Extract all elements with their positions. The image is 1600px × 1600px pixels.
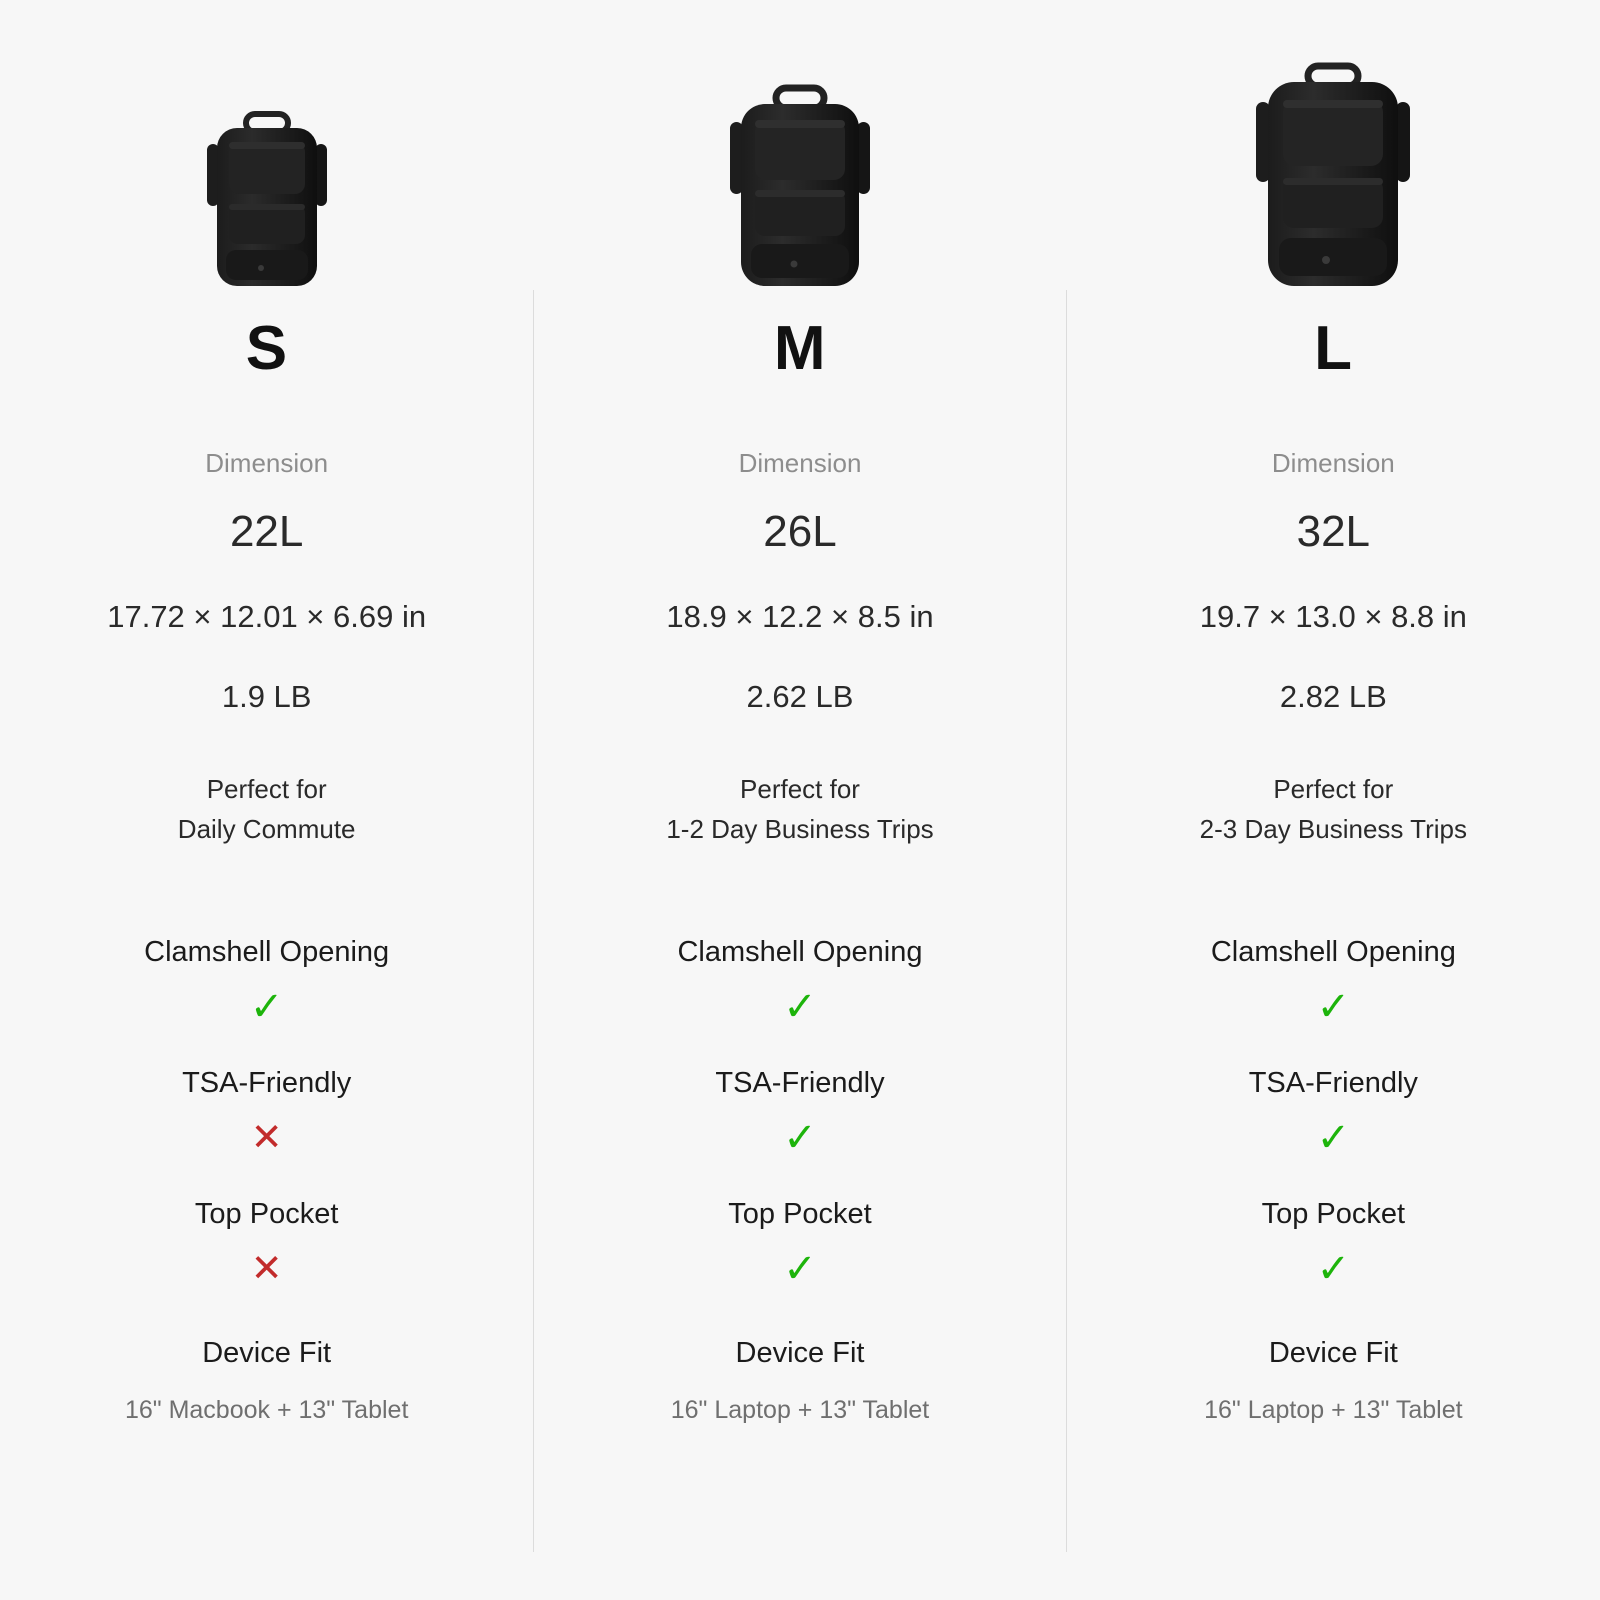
check-glyph: ✓ [249, 984, 284, 1029]
feature-list-l [1085, 936, 1582, 1425]
dimension-label-s: Dimension [205, 448, 329, 478]
feature-label: Top Pocket [194, 1197, 339, 1230]
capacity-value-l: 32L [1296, 507, 1371, 556]
device-fit-value: 16" Laptop + 13" Tablet [670, 1395, 930, 1424]
device-fit-title: Device Fit [1268, 1336, 1398, 1369]
backpack-image-s [193, 108, 341, 290]
feature-clamshell-m [551, 936, 1048, 1029]
cross-icon [251, 1116, 283, 1160]
check-icon [1317, 985, 1351, 1029]
feature-label: Clamshell Opening [144, 935, 390, 968]
dimensions-value-l: 19.7 × 13.0 × 8.8 in [1199, 599, 1467, 634]
check-icon [1317, 1116, 1351, 1160]
perfect-for-s [178, 769, 356, 850]
feature-label: TSA-Friendly [1248, 1066, 1418, 1099]
feature-label: Clamshell Opening [677, 935, 923, 968]
feature-list-m [551, 936, 1048, 1425]
weight-value-s: 1.9 LB [221, 679, 312, 714]
check-icon [783, 1116, 817, 1160]
feature-top-pocket-m [551, 1198, 1048, 1291]
check-icon [783, 1247, 817, 1291]
size-column-l [1067, 0, 1600, 1600]
feature-label: Top Pocket [728, 1197, 872, 1230]
perfect-for-line1-m: Perfect for [740, 774, 860, 804]
bag-image-m-wrap [551, 0, 1048, 290]
feature-label: Clamshell Opening [1210, 935, 1456, 968]
device-fit-l [1204, 1337, 1462, 1425]
feature-clamshell-l [1085, 936, 1582, 1029]
feature-top-pocket-s [18, 1198, 515, 1291]
size-letter-l: L [1314, 314, 1353, 383]
perfect-for-line1-s: Perfect for [206, 774, 327, 804]
device-fit-s [125, 1337, 408, 1425]
device-fit-value: 16" Macbook + 13" Tablet [124, 1395, 409, 1424]
feature-top-pocket-l [1085, 1198, 1582, 1291]
perfect-for-m [666, 769, 933, 850]
feature-list-s [18, 936, 515, 1425]
feature-tsa-m [551, 1067, 1048, 1160]
size-letter-m: M [773, 314, 827, 383]
dimension-label-l: Dimension [1271, 448, 1395, 478]
feature-clamshell-s [18, 936, 515, 1029]
perfect-for-line1-l: Perfect for [1273, 774, 1394, 804]
feature-tsa-s [18, 1067, 515, 1160]
bag-image-l-wrap [1085, 0, 1582, 290]
perfect-for-line2-l: 2-3 Day Business Trips [1199, 814, 1467, 845]
check-glyph: ✓ [1316, 1115, 1351, 1160]
weight-value-l: 2.82 LB [1279, 679, 1387, 714]
perfect-for-line2-m: 1-2 Day Business Trips [666, 814, 934, 845]
check-glyph: ✓ [1316, 984, 1351, 1029]
feature-label: TSA-Friendly [182, 1066, 352, 1099]
capacity-value-s: 22L [229, 507, 304, 556]
dimensions-value-s: 17.72 × 12.01 × 6.69 in [107, 599, 427, 634]
device-fit-value: 16" Laptop + 13" Tablet [1204, 1395, 1463, 1424]
feature-label: TSA-Friendly [715, 1066, 885, 1099]
size-column-s [0, 0, 533, 1600]
check-glyph: ✓ [1316, 1246, 1351, 1291]
check-glyph: ✓ [783, 1246, 817, 1291]
device-fit-title: Device Fit [735, 1336, 865, 1369]
check-icon [783, 985, 817, 1029]
feature-label: Top Pocket [1261, 1197, 1406, 1230]
cross-glyph: ✕ [250, 1247, 283, 1290]
check-icon [250, 985, 284, 1029]
bag-image-s-wrap [18, 0, 515, 290]
device-fit-title: Device Fit [202, 1336, 332, 1369]
backpack-image-m [716, 82, 884, 290]
dimensions-value-m: 18.9 × 12.2 × 8.5 in [666, 599, 934, 634]
size-letter-s: S [245, 314, 288, 383]
perfect-for-line2-s: Daily Commute [177, 814, 356, 845]
backpack-image-l [1242, 60, 1424, 290]
size-column-m [533, 0, 1066, 1600]
check-icon [1317, 1247, 1351, 1291]
check-glyph: ✓ [783, 1115, 817, 1160]
check-glyph: ✓ [783, 984, 817, 1029]
weight-value-m: 2.62 LB [746, 679, 854, 714]
cross-icon [251, 1247, 283, 1291]
device-fit-m [671, 1337, 929, 1425]
feature-tsa-l [1085, 1067, 1582, 1160]
perfect-for-l [1200, 769, 1467, 850]
dimension-label-m: Dimension [738, 448, 862, 478]
capacity-value-m: 26L [763, 507, 837, 556]
cross-glyph: ✕ [250, 1116, 283, 1159]
